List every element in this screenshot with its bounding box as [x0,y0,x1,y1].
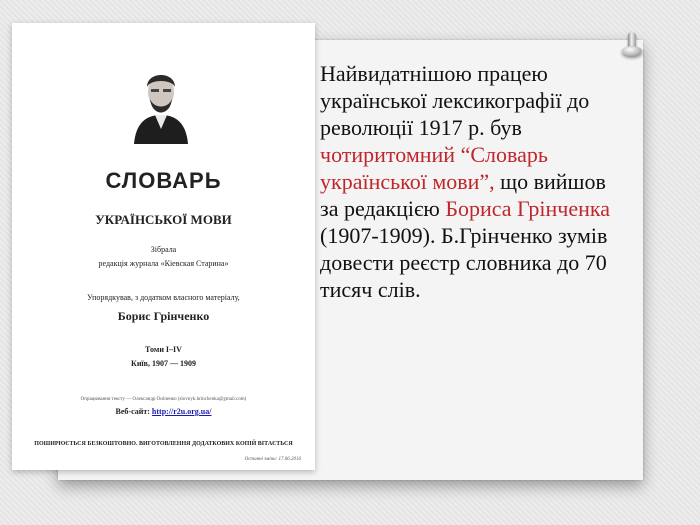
dictionary-title: СЛОВАРЬ [105,168,222,193]
description-text [320,60,620,303]
author-name: Борис Грінченко [117,309,210,323]
volumes-line: Томи I–IV [145,345,182,354]
website-line [12,407,315,416]
prepared-by-line: Опрацювання тексту — Олександр Оніпенко (slovnyk.hrinchenka@gmail.com) [80,397,247,402]
text-part-1: Найвидатнішою працею української лексикографії до революції 1917 р. був [320,61,590,140]
pushpin-icon [622,32,642,58]
arranger-line: Упорядкував, з додатком власного матеріалу, [87,293,240,302]
place-years-line: Київ, 1907 — 1909 [131,359,196,368]
journal-line: редакція журнала «Кіевская Старина» [98,259,229,268]
dictionary-title-page [12,23,315,470]
website-link[interactable]: http://r2u.org.ua/ [151,407,212,416]
portrait-image [128,59,194,144]
compiled-by-label: Зібрала [150,245,177,254]
text-part-2: що вийшов за редакцією [320,169,606,221]
distribution-notice: ПОШИРЮЄТЬСЯ БЕЗКОШТОВНО. ВИГОТОВЛЕННЯ ДОДАТКОВИХ КОПІЙ ВІТАЄТЬСЯ [34,441,293,447]
author-name-highlight: Бориса Грінченка [445,196,610,221]
text-part-3: (1907-1909). Б.Грінченко зумів довести реєстр словника до 70 тисяч слів. [320,223,608,302]
dictionary-name-highlight: чотиритомний “Словарь української мови”, [320,142,548,194]
last-changed-date: Останні зміни: 17.06.2016 [244,457,301,462]
website-label: Веб-сайт: [115,407,150,416]
dictionary-subtitle: УКРАЇНСЬКОЇ МОВИ [95,212,232,227]
